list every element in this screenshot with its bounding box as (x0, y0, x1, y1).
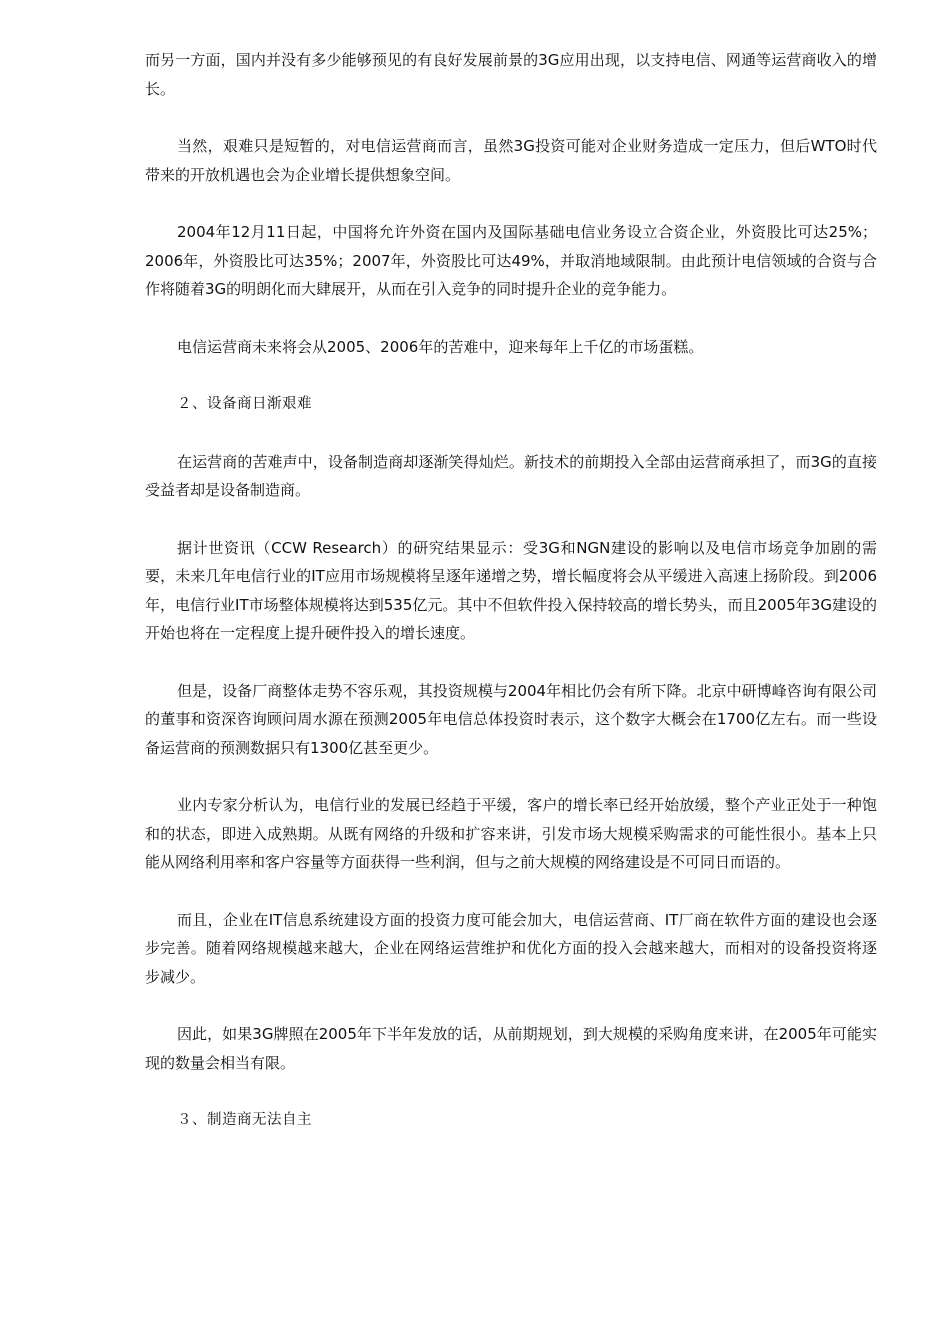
paragraph-it-investment: 而且，企业在IT信息系统建设方面的投资力度可能会加大，电信运营商、IT厂商在软件方面的建设也会逐步完善。随着网络规模越来越大，企业在网络运营维护和优化方面的投入会越来越大，而相对的设备投资将逐步减少。 (145, 910, 877, 986)
paragraph-expert-analysis: 业内专家分析认为，电信行业的发展已经趋于平缓，客户的增长率已经开始放缓，整个产业正处于一种饱和的状态，即进入成熟期。从既有网络的升级和扩容来讲，引发市场大规模采购需求的可能性很小。基本上只能从网络利用率和客户容量等方面获得一些利润，但与之前大规模的网络建设是不可同日而语的。 (145, 796, 877, 871)
paragraph-ccw-research: 据计世资讯（CCW Research）的研究结果显示：受3G和NGN建设的影响以及电信市场竞争加剧的需要，未来几年电信行业的IT应用市场规模将呈逐年递增之势，增长幅度将会从平缓进入高速上扬阶段。到2006年，电信行业IT市场整体规模将达到535亿元。其中不但软件投入保持较高的增长势头，而且2005年3G建设的开始也将在一定程度上提升硬件投入的增长速度。 (145, 538, 877, 642)
paragraph-operator-revenue: 而另一方面，国内并没有多少能够预见的有良好发展前景的3G应用出现，以支持电信、网通等运营商收入的增长。 (145, 51, 877, 98)
section-heading-manufacturers: ３、制造商无法自主 (177, 1112, 312, 1128)
paragraph-license-timing: 因此，如果3G牌照在2005年下半年发放的话，从前期规划，到大规模的采购角度来讲，在2005年可能实现的数量会相当有限。 (145, 1025, 877, 1072)
paragraph-market-cake: 电信运营商未来将会从2005、2006年的苦难中，迎来每年上千亿的市场蛋糕。 (177, 337, 704, 356)
paragraph-investment-decline: 但是，设备厂商整体走势不容乐观，其投资规模与2004年相比仍会有所下降。北京中研博峰咨询有限公司的董事和资深咨询顾问周水源在预测2005年电信总体投资时表示，这个数字大概会在1700亿左右。而一些设备运营商的预测数据只有1300亿甚至更少。 (145, 681, 877, 757)
paragraph-wto-opportunity: 当然，艰难只是短暂的，对电信运营商而言，虽然3G投资可能对企业财务造成一定压力，但后WTO时代带来的开放机遇也会为企业增长提供想象空间。 (145, 137, 877, 184)
paragraph-vendors-smile: 在运营商的苦难声中，设备制造商却逐渐笑得灿烂。新技术的前期投入全部由运营商承担了，而3G的直接受益者却是设备制造商。 (145, 452, 877, 499)
paragraph-foreign-investment: 2004年12月11日起，中国将允许外资在国内及国际基础电信业务设立合资企业，外资股比可达25%；2006年，外资股比可达35%；2007年，外资股比可达49%，并取消地域限制。由此预计电信领域的合资与合作将随着3G的明朗化而大肆展开，从而在引入竞争的同时提升企业的竞争能力。 (145, 223, 877, 298)
document-page (145, 46, 877, 1164)
section-heading-equipment-vendors: ２、设备商日渐艰难 (177, 396, 312, 412)
